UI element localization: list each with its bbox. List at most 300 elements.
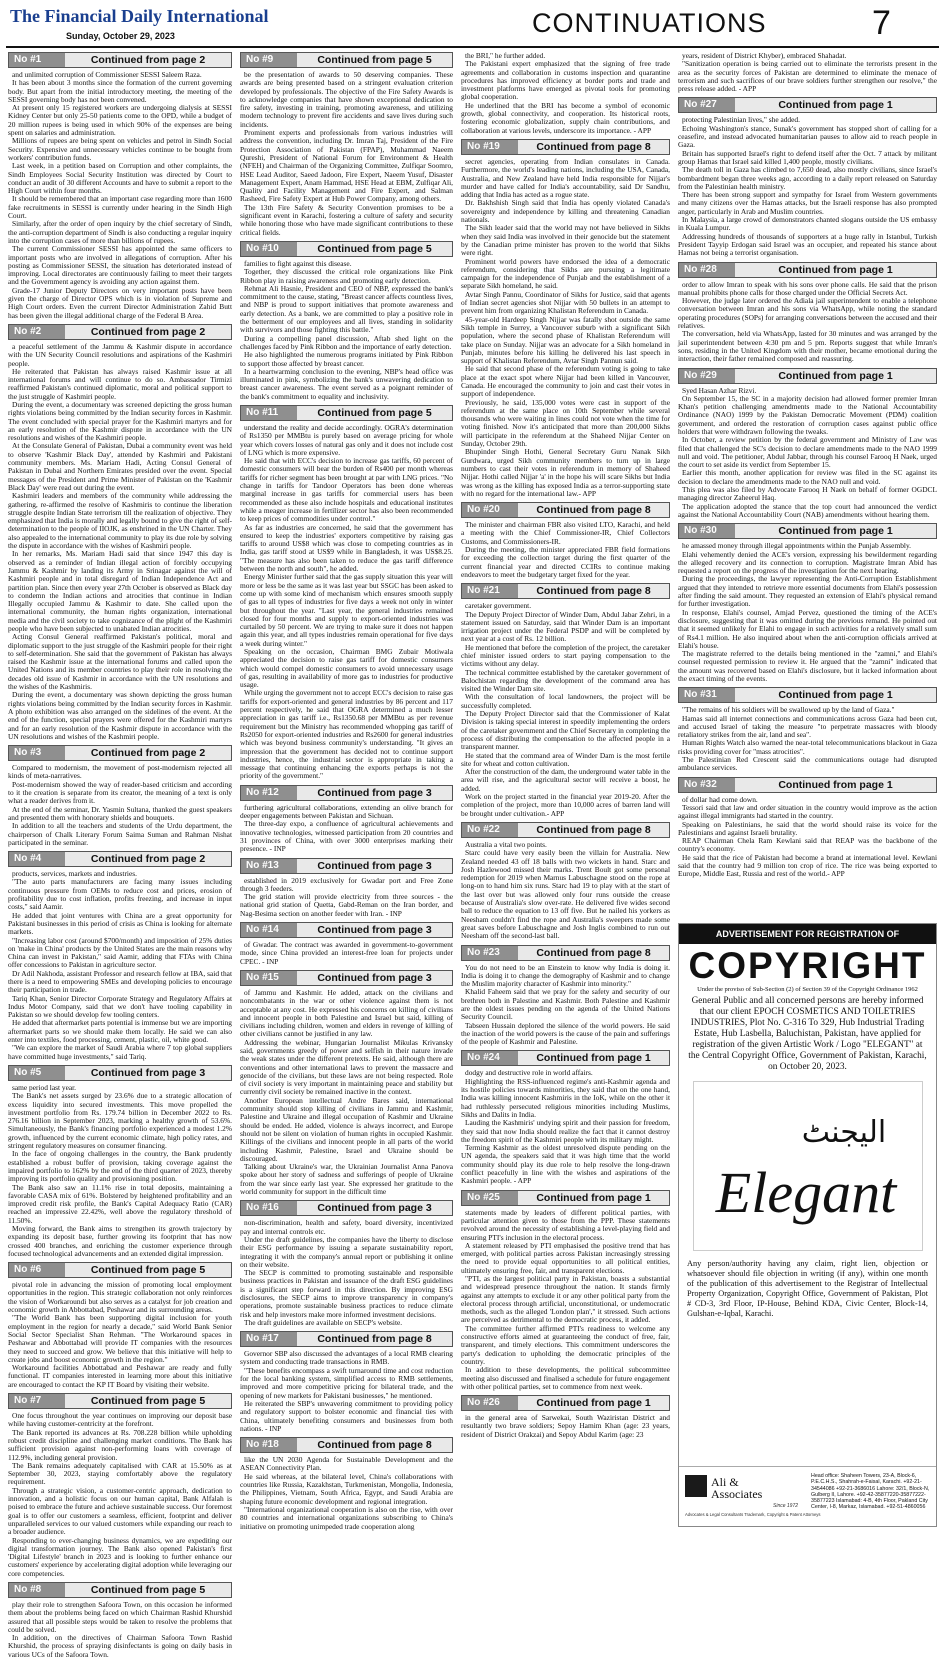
story-header (8, 1582, 232, 1598)
story-paragraph: In the face of ongoing challenges in the country, the Bank prudently established a robust buffer of provision, taking coverage against the impaired portfolio to 162% by the end of the third quarter of 2023, thereby improving its portfolio quality and provisioning position. (8, 1149, 232, 1184)
story-paragraph: This plea was also filed by Advocate Farooq H Naek on behalf of former OGDCL managing director Zaheerul Haq. (678, 485, 937, 503)
continuation-story (240, 52, 453, 237)
story-number-tag: No #25 (462, 1191, 518, 1205)
story-paragraph: The Pakistani expert emphasized that the signing of free trade agreements and collaboration in customs inspection and quarantine procedures has improved efficiency at border ports and trade and investment platforms have emerged as pivotal tools for promoting global cooperation. (461, 59, 670, 102)
story-body (461, 1414, 670, 1439)
story-paragraph: He said that the rice of Pakistan had become a brand at international level. Kewlani said that the country had 9 million ton crop of rice. The rice was being exported to Europe, Middle East, Russia and rest of the world.- APP (678, 852, 937, 879)
story-paragraph: The Bank also saw an 11.1% rise in total deposits, maintaining a favorable CASA mix of 61%. Bolstered by heightened profitability and an improved credit risk profile, the Bank's Capital Adequacy Ratio (CAR) reached an impressive 22.42%, well above the regulatory threshold of 11.50%. (8, 1182, 232, 1225)
story-paragraph: Tessori said that law and order situation in the country would improve as the action against illegal immigrants had started in the country. (678, 802, 937, 821)
story-paragraph: You do not need to be an Einstein to know why India is doing it. India is doing it to change the demography of Kashmir and to change the Muslim majority character of Kashmir into minority." (461, 962, 670, 989)
story-number-tag: No #7 (9, 1394, 65, 1408)
story-paragraph: Dr. Bakhshish Singh said that India has openly violated Canada's sovereignty and independence by killing and threatening Canadian nationals. (461, 198, 670, 225)
story-header (461, 502, 670, 518)
story-header (240, 1200, 453, 1216)
story-body (8, 764, 232, 847)
firm-since: Since 1972 (773, 1503, 799, 1509)
story-paragraph: He mentioned that before the completion of the project, the caretaker chief minister issued orders to start paying compensation to the victims without any delay. (461, 642, 670, 669)
story-paragraph: Together, they discussed the critical role organizations like Pink Ribbon play in raising awareness and promoting early detection. (240, 267, 453, 285)
story-paragraph: The SECP is committed to promoting sustainable and responsible business practices in Pakistan and issuance of the draft ESG guidelines is a significant step forward in this direction. By improving ESG disclosures, the SECP aims to improve transparency in company's operations, promote sustainable business practices to reduce climate risk and help investors make more informed investment decisions. (240, 1268, 453, 1319)
story-body (240, 877, 453, 918)
story-paragraph: Another European intellectual Andre Bares said, international community should stop killing of civilians in Jammu and Kashmir, Palestine and Ukraine and illegal occupation of Kashmir and Ukraine should be ended. He added, violence is always incorrect, and Europe should not be silent on violation of human rights in occupied Kashmir. Killings of the civilians and innocent people in all parts of the world including Kashmir, Palestine, Israel and Ukraine should be discouraged. (240, 1095, 453, 1163)
story-header (8, 851, 232, 867)
story-paragraph: he amassed money through illegal appointments within the Punjab Assembly. (682, 541, 912, 551)
story-paragraph: During the proceedings, the lawyer representing the Anti-Corruption Establishment argued that they intended to retrieve more essential documents from Elahi's possession after finding the said amount. They requested an extension of Elahi's physical remand for further investigation. (678, 574, 937, 609)
continuation-story (678, 52, 937, 93)
story-paragraph: Avtar Singh Pannu, Coordinator of Sikhs for Justice, said that agents of Indian secret agencies shot Nijjar with 50 bullets in an attempt to prevent him from organizing Khalistan Referendum in Canada. (461, 289, 670, 316)
column-1 (8, 52, 232, 1659)
continued-from-label: Continued from page 3 (317, 859, 432, 872)
story-header (678, 523, 937, 539)
story-number-tag: No #13 (241, 859, 297, 873)
continuation-story (678, 262, 937, 364)
continued-from-label: Continued from page 3 (317, 971, 432, 984)
story-paragraph: Grade-17 Junior Deputy Directors on very important posts have been given the charge of Director OPS which is in violation of Supreme and High Court orders. Even the current Director Administration Zahid Butt has been given the illegal additional charge of the Federal B Area. (8, 285, 232, 320)
story-header (461, 1190, 670, 1206)
continued-from-label: Continued from page 5 (317, 406, 432, 419)
story-header (461, 583, 670, 599)
elegant-logo (693, 1081, 923, 1251)
story-paragraph: Tabseen Hussain deplored the silence of the world powers. He said the inaction of the world powers is the cause of the pain and sufferings of the people of Kashmir and Palestine. (461, 1020, 671, 1047)
story-paragraph: Post-modernism showed the way of reader-based criticism and according to it the creation is separate from its creator, the meaning of a text is only what a reader derives from it. (8, 779, 232, 806)
continued-from-label: Continued from page 1 (778, 778, 893, 791)
story-header (8, 324, 232, 340)
story-paragraph: Speaking on the occasion, Chairman BMG Zubair Motiwala appreciated the decision to raise gas tariff for domestic consumers which would compel domestic consumers to avoid unnecessary usage of gas, resulting in availability of more gas to industries for productive usage. (240, 647, 453, 690)
story-paragraph: As far as industries are concerned, he said that the government has ensured to keep the industries' exporters competitive by raising gas tariffs to around US$8 which was close to competing countries as in India, gas tariff stood at US$9 while in Bangladesh, it was US$8.25. "The measure has also been taken to reduce the gas tariff difference between the north and south", he added. (240, 522, 453, 574)
continuation-story (461, 822, 670, 941)
story-paragraph: A statement released by PTI emphasised the positive trend that has emerged, with political parties across Pakistan increasingly stressing the need to provide equal opportunities to all political entities, ultimately ensuring free, fair, and transparent elections. (461, 1240, 670, 1275)
story-body (461, 602, 670, 818)
story-body (240, 989, 453, 1196)
story-paragraph: The 13th Fire Safety & Security Convention promises to be a significant event in Karachi, fostering a culture of safety and security while honoring those who have made significant contributions to these critical fields. (240, 202, 453, 237)
story-paragraph: Tariq Khan, Senior Director Corporate Strategy and Regulatory Affairs at Indus Motor Company, said that we don't have tooling capability in Pakistan so we should develop few tooling centers. (8, 993, 232, 1020)
story-header (8, 1262, 232, 1278)
story-paragraph: He reiterated that Pakistan has always raised Kashmir issue at all international forums and will continue to do so. Ambassador Tirmizi reaffirmed Pakistan's continued diplomatic, moral and political support to the just struggle of Kashmiri people. (8, 366, 232, 401)
ad-subtitle: Under the proviso of Sub-Section (2) of Section 39 of the Copyright Ordinance 1962 (697, 986, 918, 993)
story-header (240, 405, 453, 421)
story-paragraph: The Palestinian Red Crescent said the communications outage had disrupted ambulance services. (678, 755, 937, 773)
story-header (240, 785, 453, 801)
story-paragraph: Energy Minister further said that the gas supply situation this year will more or less be the same as it was last year but SSGC has been asked to come up with some kind of mechanism which ensures smooth supply of gas to all types of industries for five days a week not only in winter but throughout the year. "Last year, the general industries remained closed for four months and supply to export-oriented industries was curtailed by 50 percent. We are trying to make sure it does not happen again this year, and all types industries remain operational for five days a week during winter." (240, 572, 453, 648)
story-paragraph: However, the judge later ordered the Adiala jail superintendent to enable a telephone conversation between Imran and his sons via WhatsApp, while noting the standard operating procedures (SOPs) for arranging conversations between the accused and their relatives. (678, 296, 937, 331)
story-paragraph: the BRI," he further added. (465, 51, 546, 60)
story-paragraph: In addition, on the directives of Chairman Safoora Town Rashid Khurshid, the process of spraying disinfectants is going on daily basis in various UCs of the Safoora Town. (8, 1633, 232, 1659)
story-paragraph: Millions of rupees are being spent on vehicles and petrol in Sindh Social Security. Expensive and unnecessary vehicles continue to be bought from workers' contribution funds. (8, 136, 232, 162)
story-paragraph: a peaceful settlement of the Jammu & Kashmir dispute in accordance with the UN Security Council resolutions and aspirations of the Kashmiri people. (8, 341, 232, 368)
story-body (240, 1219, 453, 1327)
story-number-tag: No #1 (9, 53, 65, 67)
newspaper-title: The Financial Daily International (10, 6, 269, 26)
continuation-story (678, 368, 937, 520)
story-paragraph: He reiterated the SBP's unwavering commitment to providing policy and regulatory support to bolster economic and financial ties with China, ultimately benefiting consumers and businesses from both nations. - INP (240, 1398, 453, 1433)
firm-addresses: Head office: Shaheen Towers, 23-A, Block-6, P.E.C.H.S., Shahrah-e-Faisal, Karachi. +92-21-34544086 +92-21-3686016 Lahore: 32/1, Block-N, Gulberg II, Lahore. +92-42-35877220-35877222-35877223 Islamabad: 4-B, 4th Floor, Pakland City Center, I-8, Markaz, Islamabad. +92-51-4860056 (811, 1473, 930, 1511)
story-paragraph: Kashmiri leaders and members of the community while addressing the gathering, re-affirmed the resolve of Kashmiris to continue the liberation struggle despite Indian State terrorism till the realization of objective. They emphasized that India is morally and legally bound to give the right of self-determination to the people of IIOJK, as enshrined in the UN Charter. They also appealed to the international community to play its due role by solving the dispute in accordance with the wishes of Kashmiri people. (8, 491, 232, 551)
story-number-tag: No #24 (462, 1051, 518, 1065)
continuation-story (240, 922, 453, 966)
story-paragraph: During a compelling panel discussion, Aftab shed light on the challenges faced by Pink Ribbon and the importance of early detection. (240, 333, 453, 351)
story-number-tag: No #10 (241, 242, 297, 256)
continued-from-label: Continued from page 3 (90, 1066, 206, 1079)
story-paragraph: The Sikh leader said that the world may not have believed in Sikhs when they said India was involved in their genocide but the statement by the Canadian prime minister has proven to the world that Sikhs were right. (461, 223, 670, 258)
story-paragraph: "We can explore the market of Saudi Arabia where 7 top global suppliers have committed huge investments," said Tariq. (8, 1043, 232, 1061)
story-number-tag: No #26 (462, 1396, 518, 1410)
story-paragraph: The Bank remains adequately capitalised with CAR at 15.50% as at September 30, 2023, staying comfortably above the regulatory requirement. (8, 1460, 232, 1487)
story-paragraph: In response, Elahi's counsel, Amjad Pervez, questioned the timing of the ACE's disclosure, suggesting that it was omitted during the previous remand. He pointed out that it seemed unlikely for Elahi to engage in such activities for a relatively small sum of Rs4.1 million. He also inquired about when the anti-corruption officials arrived at Elahi's house. (678, 607, 937, 650)
continued-from-label: Continued from page 5 (317, 242, 432, 255)
story-number-tag: No #6 (9, 1263, 65, 1277)
story-paragraph: The minister and chairman FBR also visited LTO, Karachi, and held a meeting with the Chief Commissioner-IR, Chief Collectors Customs, and Commissioners-IR. (461, 520, 670, 546)
story-paragraph: Syed Hasan Azhar Rizvi. (682, 385, 757, 395)
story-paragraph: of Jammu and Kashmir. He added, attack on the civilians and noncombatants in the war or other violence against them is not acceptable at any cost. He expressed his concerns on killing of civilians and innocent people in both Palestine and Israel but said, killing of civilians including children, women and elders in revenge of killing of other civilians cannot be justified in any law. (240, 987, 453, 1039)
story-paragraph: In Malaysia, a large crowd of demonstrators chanted slogans outside the US embassy in Kuala Lumpur. (678, 215, 937, 233)
story-paragraph: The grid station will provide electricity from three sources - the national grid station of Quetta, Gabd-Reman on the Iran border, and Nag-Besima section on another feeder with Iran. - INP (240, 892, 453, 918)
story-paragraph: Lauding the Kashmiris' undying spirit and their passion for freedom, they said that now India should realize the fact that it cannot destroy the freedom spirit of the Kashmiri people with its military might. (461, 1118, 670, 1144)
story-number-tag: No #30 (679, 524, 735, 538)
story-number-tag: No #16 (241, 1201, 297, 1215)
story-body (240, 1350, 453, 1433)
story-paragraph: Prominent experts and professionals from various industries will address the convention, including Dr. Imran Taj, President of the Fire Protection Association of Pakistan (FPAP), Muhammad Naeem Qureshi, President of National Forum for Environment & Health (NFEH) and Chairman of the Organizing Committee, Zulfiqar Soomro, HSE Lead Auditor, Saeed Jadoon, Fire Expert, Naeem Yusuf, Disaster Management Expert, Anam Hammad, HSE Head at EBM, Zulfiqar Ali, Quality and Facility Management and Fire Expert, and Salman Rasheed, Fire Safety Expert at Hub Power Company, among others. (240, 128, 453, 204)
story-paragraph: understand the reality and decide accordingly. OGRA's determination of Rs1350 per MMBtu is purely based on average pricing for whole year which covers losses of natural gas only and it does not include cost of LNG which is more expensive. (240, 422, 453, 457)
continuation-story (8, 52, 232, 320)
story-header (240, 1437, 453, 1453)
copyright-advertisement (678, 923, 937, 1527)
continued-from-label: Continued from page 3 (317, 1202, 432, 1215)
story-paragraph: same period last year. (12, 1082, 77, 1092)
story-number-tag: No #20 (462, 503, 518, 517)
story-body (8, 1601, 232, 1659)
page-number: 7 (872, 4, 891, 42)
story-paragraph: and unlimited corruption of Commissioner SESSI Saleem Raza. (12, 70, 202, 79)
story-header (678, 687, 937, 703)
continued-from-label: Continued from page 2 (90, 54, 206, 66)
story-paragraph: There has been strong support and sympathy for Israel from Western governments and many citizens over the Hamas attacks, but the Israeli response has also prompted anger, particularly in Arab and Muslim countries. (678, 190, 937, 216)
issue-date: Sunday, October 29, 2023 (66, 31, 175, 41)
story-number-tag: No #12 (241, 786, 297, 800)
story-header (461, 822, 670, 838)
story-paragraph: "International organizational cooperation is also on the rise, with over 80 countries and international organizations subscribing to China's initiative on promoting unimpeded trade cooperation along (240, 1504, 453, 1531)
story-paragraph: years, resident of District Khyber), embraced Shahadat. (682, 51, 847, 60)
story-paragraph: protecting Palestinian lives," she added. (682, 115, 800, 125)
story-paragraph: play their role to strengthen Safoora Town, on this occasion he informed them about the problems being faced on which Chairman Rashid Khurshid assured that all possible steps would be taken to resolve the problems that could be solved. (8, 1599, 232, 1634)
story-paragraph: During the event, a documentary was screened depicting the gross human rights violations being committed by the Indian security forces in Kashmir. The event concluded with special prayer for the Kashmiri martyrs and for an early resolution of the Kashmir dispute in accordance with the UN resolutions and wishes of the Kashmiri people. (8, 399, 232, 443)
continuation-story (240, 970, 453, 1196)
story-paragraph: In a heartwarming conclusion to the evening, NBP's head office was illuminated in pink, symbolizing the bank's unwavering dedication to breast cancer awareness. The event served as a poignant reminder of the bank's commitment to equality and inclusivity. (240, 366, 453, 401)
story-header (8, 745, 232, 761)
story-paragraph: Work on the project started in the financial year 2019-20. After the completion of the project, more than 10,000 acres of barren land will be brought under cultivation.- APP (461, 792, 670, 818)
continuation-story (240, 785, 453, 854)
continuation-story (461, 139, 670, 498)
story-paragraph: The three-day expo, a confluence of agricultural achievements and innovative technologies, witnessed participation from 20 countries and 31 provinces of China, with over 3000 enterprises marking their presence. - INP (240, 819, 453, 854)
continuation-story (8, 1393, 232, 1578)
story-paragraph: Terming Kashmir as the oldest unresolved dispute pending on the UN agenda, the speakers said that it was high time that the world community should play its due role to help resolve the long-drawn conflict peacefully in line with the wishes and aspirations of the Kashmiri people. - APP (461, 1143, 670, 1186)
continued-from-label: Continued from page 1 (536, 1397, 651, 1410)
continuation-story (461, 1050, 670, 1185)
continued-from-label: Continued from page 5 (90, 1583, 206, 1596)
story-number-tag: No #28 (679, 263, 735, 277)
story-paragraph: He also highlighted the numerous programs initiated by Pink Ribbon to support those affected by breast cancer. (240, 350, 453, 368)
story-paragraph: He underlined that the BRI has become a symbol of economic growth, global connectivity, and cooperation. Its historical roots, fostering economic globalization, supply chain contributions, and collaboration at various levels, underscore its importance. - APP (461, 100, 670, 135)
story-body (678, 706, 937, 772)
story-paragraph: Responding to ever-changing business dynamics, we are expediting our digital transformation journey. The Bank also opened Pakistan's first 'Digital Lifestyle' branch in 2023 and is looking to further enhance our customers' experience by accelerating digital adoption while leveraging our core competencies. (8, 1535, 232, 1578)
story-paragraph: He added that aftermarket parts potential is immense but we are importing aftermarket parts so we should make them locally. He said we can also enter into textiles, food processing, cement, plastic, oil, white good. (8, 1018, 232, 1045)
story-paragraph: Earlier this month, another application for review was filed in the SC against its decision to declare the amendments made to the NAO null and void. (678, 468, 937, 486)
story-paragraph: Moving forward, the Bank aims to strengthen its growth trajectory by expanding its deposit base, further growing its footprint that has now crossed 400 branches, and enriching the customer experience through focused technological advancements and an extended digital impression. (8, 1224, 232, 1258)
continued-from-label: Continued from page 5 (90, 1264, 206, 1277)
continued-from-label: Continued from page 8 (536, 140, 651, 153)
story-number-tag: No #9 (241, 53, 297, 67)
continued-from-label: Continued from page 3 (317, 786, 432, 799)
story-number-tag: No #8 (9, 1583, 65, 1597)
column-3 (461, 52, 670, 1527)
elegant-logo-graphic (694, 1082, 922, 1250)
story-paragraph: Highlighting the RSS-influenced regime's anti-Kashmir agenda and its hostile policies towards minorities, they said that on the one hand, India was killing innocent Kashmiris in the IoK, while on the other it had ruthlessly persecuted religious minorities including Muslims, Sikhs and Dalits in India. (461, 1076, 670, 1119)
story-paragraph: Previously, he said, 135,000 votes were cast in support of the referendum at the same place on 10th September while several thousands who were waiting in lines could not vote when the time for voting finished. Now it's anticipated that more than 200,000 Sikhs will participate in the referendum at the Shaheed Nijjar Center on Sunday, October 29th. (461, 397, 670, 449)
continuation-story (461, 52, 670, 135)
story-header (461, 1395, 670, 1411)
story-paragraph: "The remains of his soldiers will be swallowed up by the land of Gaza." (682, 705, 895, 715)
story-body (678, 387, 937, 520)
story-number-tag: No #14 (241, 923, 297, 937)
story-paragraph: Under the draft guidelines, the companies have the liberty to disclose their ESG performance by issuing a separate sustainability report, integrating it with the company's annual report or publishing it online on their website. (240, 1234, 453, 1269)
continued-from-label: Continued from page 5 (317, 54, 432, 66)
continuation-story (240, 858, 453, 918)
story-header (240, 858, 453, 874)
story-paragraph: One focus throughout the year continues on improving our deposit base while having customer-centricity at the forefront. (8, 1411, 232, 1429)
story-paragraph: Acting Consul General reaffirmed Pakistan's political, moral and diplomatic support to the just struggle of the Kashmiri people for their right to self-determination. She said that the government of Pakistan has always raised the Kashmir issue at the international forums and called upon the United Nations and its member countries to play their role in resolving the decades old issue of Kashmir in accordance with the UN resolutions and the wishes of the Kashmiris. (8, 632, 232, 692)
story-body (461, 158, 670, 498)
story-body (240, 1456, 453, 1531)
story-paragraph: in the general area of Sarwekai, South Waziristan District and resultantly two brave soldiers; Sepoy Hamim Khan (age: 23 years, resident of District Orakzai) and Sepoy Abdul Karim (age: 23 (461, 1413, 670, 1439)
continued-from-label: Continued from page 2 (90, 853, 206, 866)
story-paragraph: At present only 15 registered workers are undergoing dialysis at SESSI Kidney Center but only 25-50 patients come to the OPD, while a budget of 20 million rupees is being used in which 90% of the expenses are being spent on salaries and administration. (8, 103, 232, 138)
continuation-story (8, 1262, 232, 1389)
story-body (461, 841, 670, 941)
story-number-tag: No #23 (462, 946, 518, 960)
story-paragraph: Last week, in a petition based on Corruption and other complaints, the Sindh Employees Social Security Institution was directed by Court to conduct an audit of 30 different Accounts and have to submit a report to the High Court within four months. (8, 161, 232, 196)
story-paragraph: The Deputy Project Director said that the Commissioner of Kalat Division is taking special interest in speedily implementing the orders of the caretaker government and the Chief Secretary in completing the process of distributing the compensation to the affected people in a transparent manner. (461, 709, 670, 752)
story-header (678, 97, 937, 113)
story-paragraph: In October, a review petition by the federal government and Ministry of Law was filed that challenged the SC's decision to declare amendments made to the NAO 1999 null and void. The petitioner, Abdul Jabbar, through his counsel Farooq H Naek, urged the court to set aside its verdict from September 15. (678, 435, 937, 470)
story-paragraph: Prominent world powers have endorsed the idea of a democratic referendum, considering that Sikhs are pursuing a legitimate campaign for the independence of Punjab and the establishment of a separate Sikh homeland, he said. (461, 256, 670, 291)
story-paragraph: caretaker government. (465, 601, 532, 611)
continued-from-label: Continued from page 2 (90, 325, 206, 338)
continued-from-label: Continued from page 1 (536, 1191, 651, 1204)
story-number-tag: No #2 (9, 325, 65, 339)
story-paragraph: With the consultation of local landowners, the project will be successfully completed. (461, 692, 670, 710)
story-header (240, 241, 453, 257)
story-paragraph: Khalid Faheem said that we pray for the safety and security of our brethren both in Palestine and Kashmir. Both Palestine and Kashmir are the oldest issues pending on the agenda of the United Nations Security Council. (461, 987, 670, 1022)
story-paragraph: In addition to these developments, the political subcommittee meeting also discussed and finalised a schedule for future engagement with other political parties, set to commence from next week. (461, 1365, 670, 1391)
continued-from-label: Continued from page 8 (536, 823, 651, 836)
continuation-story (8, 745, 232, 847)
story-paragraph: "These benefits encompass a swift turnaround time and cost reduction for the local banking system, simplified access to RMB settlements, improved and more competitive pricing for bilateral trade, and the opening of new markets for Pakistani businesses," he mentioned. (240, 1365, 453, 1400)
continuation-story (240, 405, 453, 781)
story-body (678, 542, 937, 683)
ad-footer (679, 1466, 936, 1526)
story-paragraph: After the construction of the dam, the underground water table in the area will rise, and the agricultural sector will receive a boost, he added. (461, 767, 670, 793)
continued-from-label: Continued from page 1 (536, 1052, 651, 1065)
story-body (240, 71, 453, 237)
story-paragraph: Speaking on Palestinians, he said that the world should raise its voice for the Palestinians and against Israeli brutality. (678, 819, 937, 837)
continued-from-label: Continued from page 8 (536, 585, 651, 598)
story-paragraph: 45-year-old Hardeep Singh Nijjar was fatally shot outside the same Sikh temple in Surrey, a Vancouver suburb with a significant Sikh population, where the second phase of Khalistan Referendum will take place on Sunday. Nijjar was an advocate for a Sikh homeland in Punjab, minutes before his killing he delivered his last speech in support of Khalistan Referendum, Avtar Singh Pannun said. (461, 314, 670, 366)
continuation-story (461, 1395, 670, 1439)
story-paragraph: Starc could have very easily been the villain for Australia. New Zealand needed 43 off 18 balls with two wickets in hand. Starc and Josh Hazlewood missed their marks. Trent Boult got some personal redemption for 2019 when Marnus Labuschagne stood on the rope at long-on to hand him six runs. Starc had 19 to play with at the start of the last over but was allowed only four runs outside the crease because of Australia's slow over-rate. He delivered five wides second ball to reduce the equation to 13 off five. But he nailed his yorkers as Neesham couldn't find the rope and Australia's sweepers made some great saves before Labuschagne and Josh Inglis combined to run out Neesham off the second-last ball. (461, 848, 670, 941)
story-header (461, 1050, 670, 1066)
story-body (240, 424, 453, 781)
story-paragraph: While urging the government not to accept ECC's decision to raise gas tariffs for export-oriented and general industries by 86 percent and 117 percent respectively, he said that OGRA determined a much lesser appreciation in gas tariff i.e., Rs1350.68 per MMBtu as per revenue requirement but the Ministry has recommended whopping gas tariff of Rs2050 for export-oriented industries and Rs2600 for general industries which was beyond business community's understanding. "It gives an impression that the government has decided not to continue support industries, hence, the industrial sector is appropriate in taking a message that continuing enhancing the exports perhaps is not the priority of the government." (240, 688, 453, 781)
story-body (240, 260, 453, 401)
story-paragraph: At the end of the seminar, Dr. Yasmin Sultana, thanked the guest speakers and presented them with honorary shields and bouquets. (8, 804, 232, 822)
story-paragraph: order to allow Imran to speak with his sons over phone calls. He said that the prison manual prohibits phone calls for those charged under the Official Secrets Act. (678, 279, 937, 297)
story-paragraph: Dr Adil Nakhoda, assistant Professor and research fellow at IBA, said that there is a need to empowering SMEs and developing policies to encourage their participation in trade. (8, 968, 232, 995)
continued-from-label: Continued from page 8 (536, 504, 651, 517)
story-paragraph: be the presentation of awards to 50 deserving companies. These awards are being presented based on a stringent evaluation criterion developed by professionals. The objective of the Fire Safety Awards is to acknowledge companies that have shown exceptional dedication to fire safety, investing in training, promoting awareness, and utilizing modern technology to prevent fire accidents and save lives during such incidents. (240, 70, 453, 129)
story-header (461, 139, 670, 155)
story-paragraph: The Deputy Project Director of Winder Dam, Abdul Jabar Zehri, in a statement issued on Saturday, said that Winder Dam is an important irrigation project under the Federal PSDP and will be completed by next year at a cost of Rs. 12 billion. (461, 609, 670, 644)
continued-from-label: Continued from page 1 (778, 525, 893, 538)
story-body (461, 52, 670, 135)
continued-from-label: Continued from page 5 (90, 1395, 206, 1408)
logo-script-text: Elegant (715, 1160, 896, 1225)
story-paragraph: The conversation, held via WhatsApp, lasted for 30 minutes and was arranged by the jail superintendent between 4:30 pm and 5 pm. Reports suggest that while Imran's sons, residing in the United Kingdom with their mother, became emotional during the interaction, their father remained composed and reassuring. (678, 329, 937, 364)
story-header (8, 1065, 232, 1081)
continuation-story (240, 1437, 453, 1531)
story-paragraph: Compared to modernism, the movement of post-modernism rejected all kinds of meta-narratives. (8, 763, 232, 781)
story-paragraph: The application adopted the stance that the top court had announced the verdict against the National Accountability Court (NAB) amendments without hearing them. (678, 501, 937, 519)
story-header (8, 1393, 232, 1409)
story-paragraph: During the meeting, the minister appreciated FBR field formations for exceeding the collection target during the first quarter of the current financial year and directed CCIRs to continue making endeavors to meet the budgetary target fixed for the year. (461, 545, 670, 579)
story-paragraph: established in 2019 exclusively for Gwadar port and Free Zone through 3 feeders. (240, 875, 453, 893)
story-body (8, 1084, 232, 1258)
story-paragraph: Similarly, after the order of open inquiry by the chief secretary of Sindh, the anti-corruption department of Sindh is also conducting a regular inquiry into the corruption cases of more than billions of rupees. (8, 219, 232, 245)
continued-from-label: Continued from page 8 (536, 946, 651, 959)
story-body (461, 1209, 670, 1392)
story-paragraph: He added that joint ventures with China are a great opportunity for Pakistani businesses in this period of crisis as China is looking for alternate markets. (8, 910, 232, 937)
story-number-tag: No #3 (9, 746, 65, 760)
story-paragraph: of Gwadar. The contract was awarded in government-to-government mode, since China provided an interest-free loan for projects under CPEC. - INP (240, 940, 453, 966)
story-number-tag: No #5 (9, 1066, 65, 1080)
story-header (678, 368, 937, 384)
story-paragraph: He said whereas, at the bilateral level, China's collaborations with countries like Russia, Kazakhstan, Turkmenistan, Mongolia, Indonesia, the Philippines, Vietnam, South Africa, Egypt, and Saudi Arabia are shaping future economic development and regional integration. (240, 1471, 453, 1506)
continued-from-label: Continued from page 1 (778, 99, 893, 112)
continued-from-label: Continued from page 1 (778, 689, 893, 702)
story-number-tag: No #19 (462, 140, 518, 154)
story-paragraph: The death toll in Gaza has climbed to 7,650 dead, also mostly civilians, since Israel's bombardment began three weeks ago, according to a daily report released on Saturday from the Palestinian health ministry. (678, 165, 937, 191)
story-paragraph: The Bank reported its advances at Rs. 708.228 billion while upholding robust credit discipline and challenging market conditions. The Bank has sufficient provision against non-performing loans with coverage of 112.9%, including general provision. (8, 1427, 232, 1462)
story-number-tag: No #32 (679, 778, 735, 792)
continued-from-label: Continued from page 8 (317, 1333, 432, 1346)
story-body (461, 1069, 670, 1185)
column-2 (240, 52, 453, 1531)
story-paragraph: Through a strategic vision, a customer-centric approach, dedication to innovation, and a holistic focus on our human capital, Bank Alfalah is poised to embrace the future and achieve sustainable success. Our foremost goal is to offer our customers a seamless, efficient, footprint and deliver unparalleled services to our valued customers while expanding our reach to a broader audience. (8, 1485, 232, 1537)
story-number-tag: No #27 (679, 98, 735, 112)
continuation-story (240, 241, 453, 401)
continued-from-label: Continued from page 1 (778, 369, 893, 382)
story-header (240, 1331, 453, 1347)
story-paragraph: The current Commissioner SESSI has appointed the same officers to important posts who are involved in allegations of corruption. After his posting as Commissioner SESSI, the situation has deteriorated instead of improving. Local directorates are continuously failing to meet their targets and the Government agency is avoiding any action against them. (8, 244, 232, 287)
column-4 (678, 52, 937, 912)
section-title: CONTINUATIONS (532, 8, 767, 38)
story-paragraph: pivotal role in advancing the mission of promoting local employment opportunities in the region. This strategic collaboration not only reinforces the vision of Workaroundi but also serves as a catalyst for job creation and economic growth in Abbottabad, Peshawar and its surrounding areas. (8, 1280, 232, 1315)
story-header (678, 262, 937, 278)
story-body (678, 281, 937, 364)
story-paragraph: Elahi vehemently denied the ACE's version, expressing his bewilderment regarding the alleged recovery and its connection to corruption. Magistrate Imran Abid has requested a report on the progress of the investigation for the next hearing. (678, 549, 937, 576)
story-paragraph: In addition to all the teachers and students of the Urdu department, the chairperson of Chalk Literary Forum Saima Suman and Rahman Nishat participated in the seminar. (8, 821, 232, 847)
story-number-tag: No #17 (241, 1332, 297, 1346)
story-paragraph: He said that second phase of the referendum voting is going to take place at the exact spot where Nijjar had been killed in Vancouver, Canada. He encouraged the community to join and cast their votes in support of independence. (461, 364, 670, 399)
story-paragraph: In her remarks, Ms. Mariam Hadi said that since 1947 this day is observed as a reminder of Indian illegal action of forcibly occupying Jammu & Kashmir by landing its Army in Srinagar against the will of Kashmiri people and in total disregard of Indian Independence Act and partition plan. Since then every year 27th October is observed as Black day to condemn the Indian actions and atrocities that continue in Indian Illegally occupied Jammu & Kashmir to date. She called upon the international community, the human rights organization, international media and the civil society to take cognizance of the plight of the Kashmiri people who have been subjected to unabated Indian atrocities. (8, 549, 232, 633)
story-paragraph: Workaround facilities Abbottabad and Peshawar are ready and fully functional. IT companies interested in learning more about this initiative are encouraged to contact the KP IT Board by visiting their website. (8, 1363, 232, 1389)
story-paragraph: The committee further affirmed PTI's readiness to welcome any constructive efforts aimed at guaranteeing the conduct of free, fair, transparent, and timely elections. This commitment underscores the party's dedication to upholding the democratic principles of the country. (461, 1323, 670, 1366)
continued-from-label: Continued from page 2 (90, 747, 206, 760)
story-paragraph: Governor SBP also discussed the advantages of a local RMB clearing system and conducting trade transactions in RMB. (240, 1349, 453, 1367)
story-body (678, 796, 937, 879)
story-paragraph: Rehmat Ali Hasnie, President and CEO of NBP, expressed the bank's commitment to the cause, stating, "Breast cancer affects countless lives, and NBP is proud to support initiatives that promote awareness and early detection. As a bank, we are committed to play a positive role in the betterment of our employees and all lives, standing in solidarity with survivors and those fighting this battle." (240, 283, 453, 335)
story-paragraph: The Bank's net assets surged by 23.6% due to a strategic allocation of excess liquidity into secured investments. This move propelled the investment portfolio from Rs. 179.74 billion in December 2022 to Rs. 276.16 billion in September 2023, marking a healthy growth of 53.6%. Simultaneously, the Bank's financing portfolio experienced a modest 1.2% growth, influenced by the current economic climate, high policy rates, and stringent regulatory measures on consumer financing. (8, 1091, 232, 1151)
story-body (8, 870, 232, 1061)
story-paragraph: The technical committee established by the caretaker government of Balochistan regarding the development of the command area has visited the Winder Dam site. (461, 667, 670, 694)
story-paragraph: Human Rights Watch also warned the near-total telecommunications blackout in Gaza risks providing cover for "mass atrocities". (678, 738, 937, 756)
ad-objection-notice: Any person/authority having any claim, right lien, objection or whatsoever should file objection in writing (if any), within one month of the publication of this advertisement to the Registrar of Intellectual Property Organization, Copyright Office, Government of Pakistan, Plot # CD-3, 3rd Floor, IP-House, Behind KDA, Civic Center, Block-14, Gulshan-e-Iqbal, Karachi. (687, 1259, 928, 1318)
story-paragraph: On September 15, the SC in a majority decision had allowed former premier Imran Khan's petition challenging amendments made to the National Accountability Ordinance (NAO) 1999 by the Pakistan Democratic Movement (PDM) coalition government, and ordered the restoration of corruption cases against public office holders that were withdrawn following the tweaks. (678, 393, 937, 436)
story-paragraph: furthering agricultural collaborations, extending an olive branch for deeper engagements between Pakistan and Sichuan. (240, 802, 453, 821)
story-paragraph: of dollar had come down. (682, 794, 758, 804)
story-paragraph: Echoing Washington's stance, Sunak's government has stopped short of calling for a ceasefire, and instead advocated humanitarian pauses to allow aid to reach people in Gaza. (678, 123, 937, 150)
story-paragraph: "Increasing labor cost (around $700/month) and imposition of 25% duties on 'make in China' products by the United States are the main reasons why China can invest in Pakistan," said Aamir, adding that FTAs with China offer concessions to Pakistan in agriculture sector. (8, 935, 232, 970)
story-number-tag: No #15 (241, 971, 297, 985)
story-body (8, 1281, 232, 1389)
firm-emblem-icon (685, 1475, 707, 1497)
story-paragraph: secret agencies, operating from Indian consulates in Canada. Furthermore, the world's leading nations, including the USA, Canada, Australia, and New Zealand have held India responsible for Nijjar's murder and have called for India's accountability, said Dr Sandhu, adding that India has acted as a rogue state. (461, 156, 670, 200)
story-body (240, 804, 453, 854)
story-paragraph: "The auto parts manufacturers are facing many issues including continuous pressure from OEMs to reduce cost and prices, erosion of profitability due to cost inflation, profits freezing, and increase in input costs," said Aamir. (8, 877, 232, 912)
continuation-story (8, 324, 232, 741)
firm-tagline: Advocates & Legal Consultants Trademark, Copyright & Patent Attorneys (685, 1512, 821, 1517)
masthead (6, 4, 939, 48)
story-paragraph: "Sanitization operation is being carried out to eliminate the terrorists present in the area as the security forces of Pakistan are determined to eliminate the menace of terrorism and such sacrifices of our brave soldiers further strengthen our resolve," the press release added. - APP (678, 59, 937, 94)
continuation-story (240, 1331, 453, 1433)
story-paragraph: "PTI, as the largest political party in Pakistan, boasts a substantial and widespread presence throughout the nation. It stands firmly against any attempts to exclude it or any other political party from the electoral process through artificial, unconstitutional, or undemocratic methods, such as the alleged 'London plan'," it stressed. Such actions are perceived as detrimental to the democratic process, it added. (461, 1274, 670, 1325)
ad-title: COPYRIGHT (688, 945, 927, 986)
story-header (461, 945, 670, 961)
story-number-tag: No #4 (9, 852, 65, 866)
continuation-story (240, 1200, 453, 1327)
story-paragraph: "The World Bank has been supporting digital inclusion for youth employment in the region for nearly a decade," said World Bank Senior Social Sector Specialist Shan Rehman. "The Workaround spaces in Peshawar and Abbottabad will provide IT companies with the resources they need to succeed and grow. We believe that this initiative will help to create jobs and boost economic growth in the region." (8, 1313, 232, 1364)
story-number-tag: No #11 (241, 406, 297, 420)
story-body (8, 1412, 232, 1578)
story-paragraph: During the event, a documentary was shown depicting the gross human rights violations being committed by the Indian security forces in Kashmir. A photo exhibition was also arranged on the sidelines of the event. At the end of the function, special prayers were offered for the Kashmiri martyrs and for an early resolution of the Kashmir dispute in accordance with the UN resolutions and wishes of the Kashmiri people. (8, 690, 232, 741)
continuation-story (678, 523, 937, 683)
story-paragraph: Britain has supported Israel's right to defend itself after the Oct. 7 attack by militant group Hamas that Israel said killed 1,400 people, mostly civilians. (678, 148, 937, 166)
story-header (8, 52, 232, 68)
story-number-tag: No #21 (462, 584, 518, 598)
story-paragraph: Talking about Ukraine's war, the Ukrainian Journalist Anna Panova spoke about her story of sadness and sufferings of people of Ukraine from the war since early last year. She expressed her gratitude to the world community for support in the difficult time (240, 1162, 453, 1197)
continuation-story (8, 851, 232, 1061)
story-header (240, 922, 453, 938)
story-body (678, 116, 937, 257)
story-header (240, 970, 453, 986)
story-paragraph: REAP Chairman Chela Ram Kewlani said that REAP was the backbone of the country's economy. (678, 836, 937, 854)
continued-from-label: Continued from page 1 (778, 263, 893, 276)
ad-body-text: General Public and all concerned persons are hereby informed that our client EPOCH COSMETICS AND TOILETRIES INDUSTRIES, Plot No. C-316 To 329, Hub Industrial Trading Estate, Hub Lasbella, Baluchistan, Pakistan, have applied for registration of the given Artistic Work / Logo "ELEGANT" at the Central Copyright Office, Government of Pakistan, Karachi, on October 20, 2023. (688, 996, 927, 1072)
story-paragraph: Bhupinder Singh Hothi, General Secretary Guru Nanak Sikh Gurdwara, urged Sikh community members to turn up in large numbers to cast their votes in referendum in memory of Shaheed Nijjar. Hothi called Nijjar 'a' in the hope his will scare Sikhs but India was wrong as the killing has exposed India as a terror-supporting state with no regard for the international law.- APP (461, 447, 670, 498)
story-paragraph: Australia a vital two points. (465, 839, 547, 849)
story-paragraph: products, services, markets and industries. (12, 869, 137, 879)
continuation-story (678, 687, 937, 772)
continuation-story (461, 1190, 670, 1392)
continued-from-label: Continued from page 3 (317, 924, 432, 937)
story-paragraph: He stated that the command area of Winder Dam is the most fertile site for wheat and cotton cultivation. (461, 750, 670, 768)
